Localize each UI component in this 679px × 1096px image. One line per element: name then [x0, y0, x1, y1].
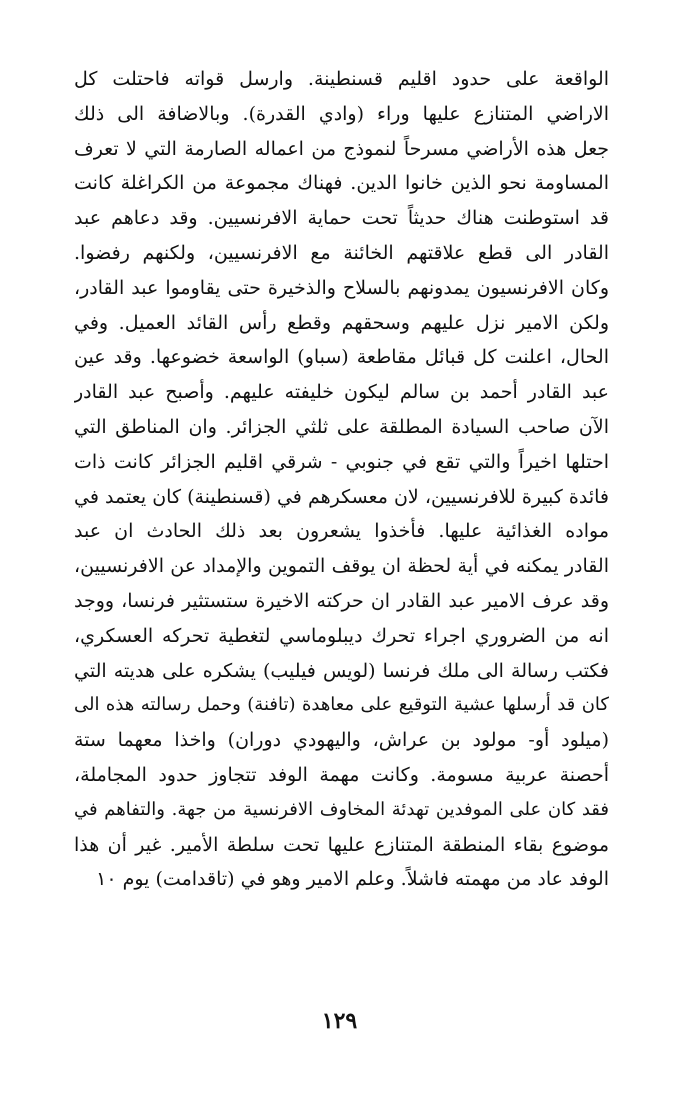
text-line: وقد عرف الامير عبد القادر ان حركته الاخيرة ستستثير فرنسا، ووجد: [74, 589, 609, 612]
text-line: فائدة كبيرة للافرنسيين، لان معسكرهم في (قسنطينة) كان يعتمد في: [74, 485, 609, 508]
text-line: فقد كان على الموفدين تهدئة المخاوف الافرنسية من جهة. والتفاهم في: [74, 798, 609, 820]
text-line: المساومة نحو الذين خانوا الدين. فهناك مجموعة من الكراغلة كانت: [74, 172, 609, 195]
text-line: أحصنة عربية مسومة. وكانت مهمة الوفد تتجاوز حدود المجاملة،: [74, 763, 609, 786]
body-text: [74, 62, 609, 897]
text-line: الآن صاحب السيادة المطلقة على ثلثي الجزائر. وان المناطق التي: [74, 415, 609, 438]
page-number: ١٢٩: [321, 1008, 358, 1034]
text-line: عبد القادر أحمد بن سالم ليكون خليفته عليهم. وأصبح عبد القادر: [74, 381, 609, 404]
text-line: الواقعة على حدود اقليم قسنطينة. وارسل قواته فاحتلت كل: [74, 68, 609, 90]
text-line: (ميلود أو- مولود بن عراش، واليهودي دوران) واخذا معهما ستة: [74, 729, 609, 752]
text-line: كان قد أرسلها عشية التوقيع على معاهدة (تافنة) وحمل رسالته هذه الى: [74, 694, 609, 716]
text-line: الوفد عاد من مهمته فاشلاً. وعلم الامير وهو في (تاقدامت) يوم ١٠: [96, 868, 609, 891]
text-line: جعل هذه الأراضي مسرحاً لنموذج من اعماله الصارمة التي لا تعرف: [74, 137, 609, 160]
text-line: قد استوطنت هناك حديثاً تحت حماية الافرنسيين. وقد دعاهم عبد: [74, 207, 609, 230]
text-line: احتلها اخيراً والتي تقع في جنوبي - شرقي اقليم الجزائر كانت ذات: [74, 450, 609, 473]
text-line: موضوع بقاء المنطقة المتنازع عليها تحت سلطة الأمير. غير أن هذا: [74, 833, 609, 856]
text-line: مواده الغذائية عليها. فأخذوا يشعرون بعد ذلك الحادث ان عبد: [74, 520, 609, 543]
text-line: انه من الضروري اجراء تحرك ديبلوماسي لتغطية تحركه العسكري،: [74, 624, 609, 647]
text-line: القادر الى قطع علاقتهم الخائنة مع الافرنسيين، ولكنهم رفضوا.: [74, 241, 609, 264]
text-line: القادر يمكنه في أية لحظة ان يوقف التموين والإمداد عن الافرنسيين،: [74, 555, 609, 578]
text-line: ولكن الامير نزل عليهم وسحقهم وقطع رأس القائد العميل. وفي: [74, 311, 609, 334]
text-line: الحال، اعلنت كل قبائل مقاطعة (سباو) الواسعة خضوعها. وقد عين: [74, 346, 609, 369]
text-line: الاراضي المتنازع عليها وراء (وادي القدرة). وبالاضافة الى ذلك: [74, 102, 609, 125]
text-line: فكتب رسالة الى ملك فرنسا (لويس فيليب) يشكره على هديته التي: [74, 659, 609, 682]
text-line: وكان الافرنسيون يمدونهم بالسلاح والذخيرة حتى يقاوموا عبد القادر،: [74, 276, 609, 299]
